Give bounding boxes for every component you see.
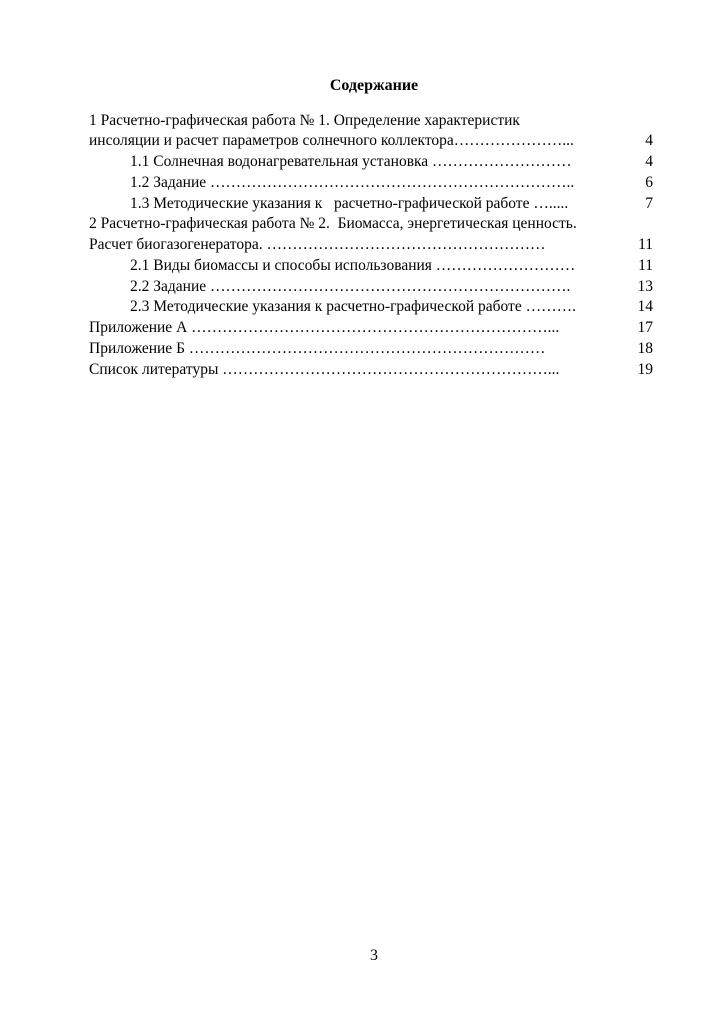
toc-entry-page: 4 bbox=[645, 132, 653, 149]
toc-entry-text: 1.2 Задание …………………………………………………………….. bbox=[130, 174, 575, 191]
page-number: 3 bbox=[370, 947, 378, 964]
toc-entry-text: 1 Расчетно-графическая работа № 1. Определение характеристик bbox=[89, 112, 520, 129]
toc-entry-text: Список литературы ………………………………………………………... bbox=[89, 361, 560, 378]
toc-entry-text: 1.3 Методические указания к расчетно-графической работе …..... bbox=[130, 195, 569, 212]
toc-title: Содержание bbox=[329, 77, 419, 94]
toc-entry-text: 2 Расчетно-графическая работа № 2. Биомасса, энергетическая ценность. bbox=[89, 215, 577, 232]
toc-entry-page: 7 bbox=[645, 195, 653, 212]
toc-entry-text: 2.2 Задание ……………………………………………………………. bbox=[130, 278, 571, 295]
toc-entry-page: 14 bbox=[637, 298, 653, 315]
toc-entry-page: 11 bbox=[638, 257, 653, 274]
toc-entry-page: 11 bbox=[638, 236, 653, 253]
toc-entry-text: 2.3 Методические указания к расчетно-графической работе ………. bbox=[130, 298, 576, 315]
toc-entry-page: 17 bbox=[637, 319, 653, 336]
toc-entry-text: Приложение Б …………………………………………………………… bbox=[89, 340, 546, 357]
toc-entry-text: 2.1 Виды биомассы и способы использования ……………………… bbox=[130, 257, 576, 274]
toc-entry-text: Приложение А ……………………………………………………………... bbox=[89, 319, 560, 336]
toc-entry-page: 13 bbox=[637, 278, 653, 295]
toc-entry-page: 6 bbox=[645, 174, 653, 191]
toc-entry-page: 19 bbox=[637, 361, 653, 378]
toc-entry-page: 18 bbox=[637, 340, 653, 357]
toc-entry-text: 1.1 Солнечная водонагревательная установка ……………………… bbox=[130, 153, 572, 170]
toc-entry-text: инсоляции и расчет параметров солнечного коллектора…………………... bbox=[89, 132, 574, 149]
toc-entry-text: Расчет биогазогенератора. ……………………………………………… bbox=[89, 236, 546, 253]
toc-entry-page: 4 bbox=[645, 153, 653, 170]
